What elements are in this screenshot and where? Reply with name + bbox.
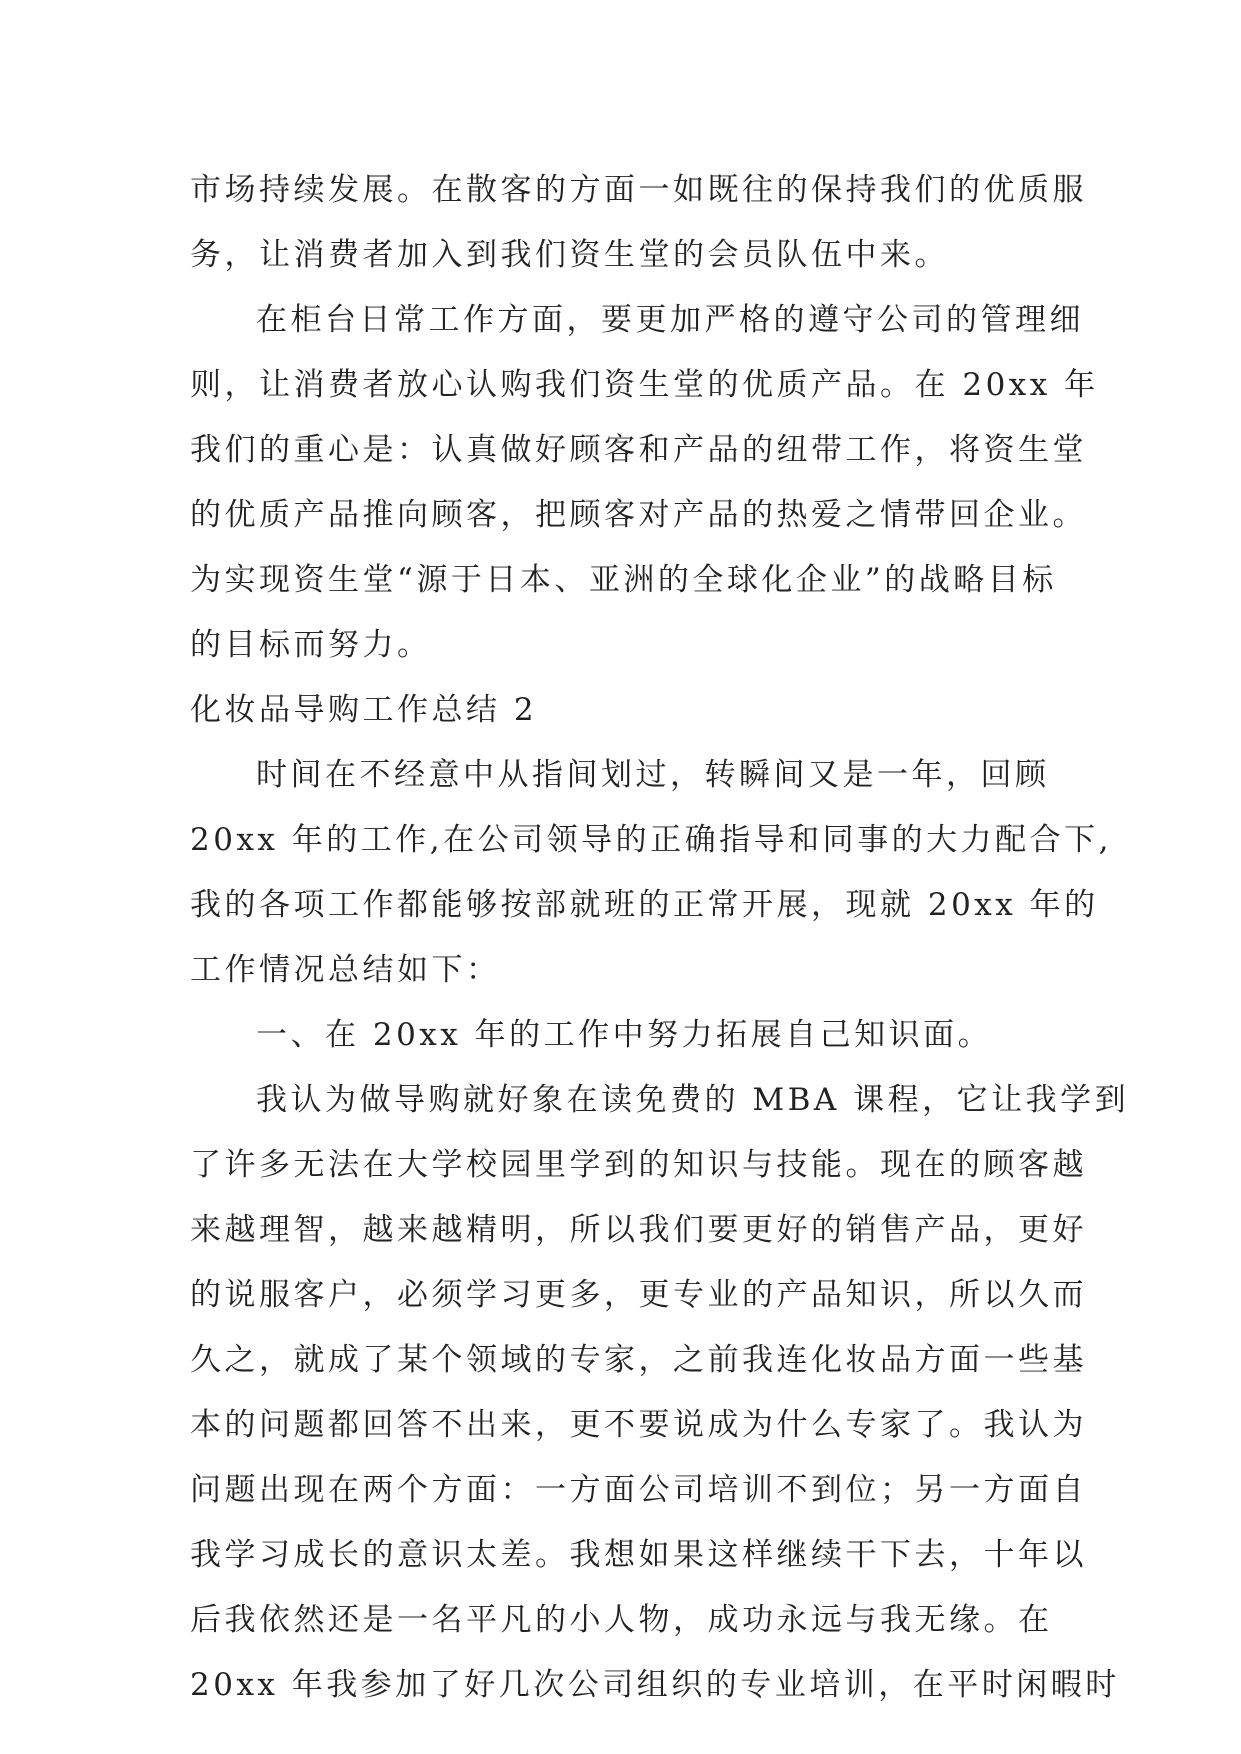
document-body [190, 158, 1130, 1718]
paragraph-line: 为实现资生堂“源于日本、亚洲的全球化企业”的战略目标 [190, 562, 1057, 598]
paragraph-line: 20xx 年的工作,在公司领导的正确指导和同事的大力配合下, [190, 822, 1112, 858]
paragraph-line: 我认为做导购就好象在读免费的 MBA 课程，它让我学到 [256, 1082, 1130, 1118]
paragraph-line: 问题出现在两个方面：一方面公司培训不到位；另一方面自 [190, 1472, 1087, 1508]
paragraph-line: 务，让消费者加入到我们资生堂的会员队伍中来。 [190, 237, 949, 273]
paragraph-line: 20xx 年我参加了好几次公司组织的专业培训，在平时闲暇时 [190, 1667, 1120, 1703]
paragraph-line: 市场持续发展。在散客的方面一如既往的保持我们的优质服 [190, 172, 1087, 208]
paragraph-line: 工作情况总结如下： [190, 952, 501, 988]
paragraph-line: 的说服客户，必须学习更多，更专业的产品知识，所以久而 [190, 1277, 1087, 1313]
paragraph-line: 后我依然还是一名平凡的小人物，成功永远与我无缘。在 [190, 1602, 1053, 1638]
paragraph-line: 我学习成长的意识太差。我想如果这样继续干下去，十年以 [190, 1537, 1087, 1573]
paragraph-line: 则，让消费者放心认购我们资生堂的优质产品。在 20xx 年 [190, 367, 1099, 403]
paragraph-line: 久之，就成了某个领域的专家，之前我连化妆品方面一些基 [190, 1342, 1087, 1378]
paragraph-line: 在柜台日常工作方面，要更加严格的遵守公司的管理细 [256, 302, 1084, 338]
paragraph-line: 的优质产品推向顾客，把顾客对产品的热爱之情带回企业。 [190, 497, 1087, 533]
subheading-line: 一、在 20xx 年的工作中努力拓展自己知识面。 [256, 1017, 993, 1053]
paragraph-line: 本的问题都回答不出来，更不要说成为什么专家了。我认为 [190, 1407, 1087, 1443]
paragraph-line: 的目标而努力。 [190, 627, 432, 663]
paragraph-line: 了许多无法在大学校园里学到的知识与技能。现在的顾客越 [190, 1147, 1087, 1183]
paragraph-line: 时间在不经意中从指间划过，转瞬间又是一年，回顾 [256, 757, 1050, 793]
section-heading: 化妆品导购工作总结 2 [190, 692, 538, 728]
paragraph-line: 我们的重心是：认真做好顾客和产品的纽带工作，将资生堂 [190, 432, 1087, 468]
paragraph-line: 来越理智，越来越精明，所以我们要更好的销售产品，更好 [190, 1212, 1087, 1248]
paragraph-line: 我的各项工作都能够按部就班的正常开展，现就 20xx 年的 [190, 887, 1099, 923]
